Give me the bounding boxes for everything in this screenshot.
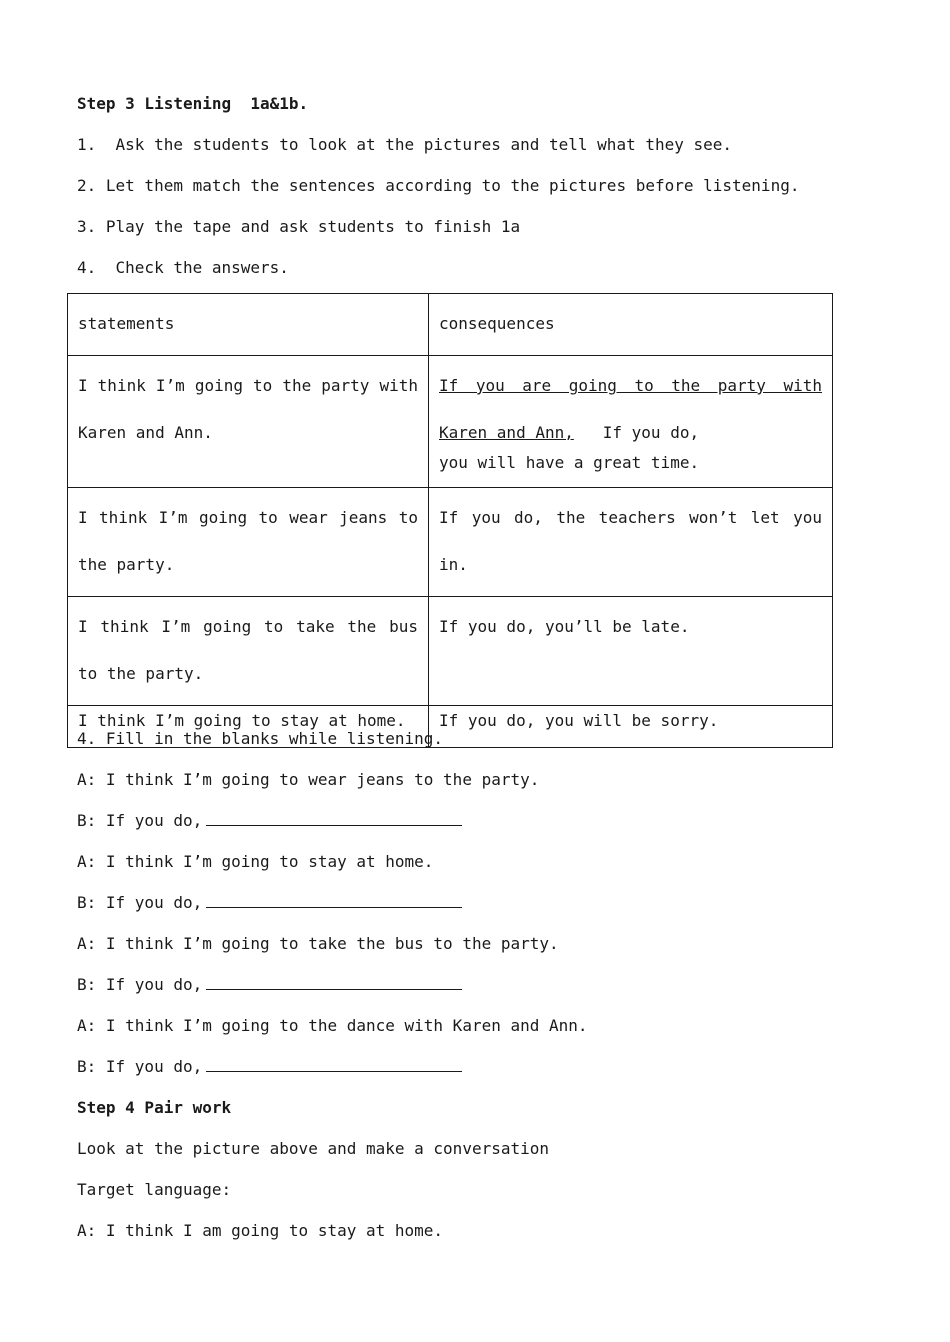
step4-line-1: Look at the picture above and make a conversation [77,1139,550,1158]
consequence-cell [429,356,833,488]
consequence-text: If you do, you will be sorry. [439,711,719,730]
statement-text: I think I’m going to stay at home. [78,711,406,730]
step3-item-1: 1. Ask the students to look at the pictures and tell what they see. [77,135,733,154]
answer-blank [206,1057,462,1072]
statement-cell [68,597,429,706]
consequence-cell [429,488,833,597]
statement-text: I think I’m going to the party with Karen and Ann. [78,376,418,442]
consequence-rest-2: you will have a great time. [439,453,700,472]
consequence-underlined: If you are going to the party with Karen and Ann, [439,376,822,442]
dialogue-line-b1: B: If you do, [77,811,462,831]
statement-text: I think I’m going to take the bus to the party. [78,617,418,683]
step4-line-2: Target language: [77,1180,232,1199]
table-row [68,597,833,706]
consequence-text: If you do, the teachers won’t let you in. [439,508,822,574]
consequence-text: If you do, you’ll be late. [439,617,690,636]
statement-text: I think I’m going to wear jeans to the party. [78,508,418,574]
dialogue-line-a4: A: I think I’m going to the dance with Karen and Ann. [77,1016,588,1035]
dialogue-line-b3: B: If you do, [77,975,462,995]
consequence-cell [429,597,833,706]
consequence-cell [429,706,833,748]
step3-item-3: 3. Play the tape and ask students to finish 1a [77,217,521,236]
dialogue-line-a1: A: I think I’m going to wear jeans to the party. [77,770,540,789]
dialogue-line-a3: A: I think I’m going to take the bus to the party. [77,934,559,953]
step3-item-2: 2. Let them match the sentences according to the pictures before listening. [77,176,800,195]
step4-line-3: A: I think I am going to stay at home. [77,1221,444,1240]
table-header-row [68,294,833,356]
statement-cell [68,488,429,597]
dialogue-line-b4: B: If you do, [77,1057,462,1077]
answer-blank [206,811,462,826]
header-statements: statements [68,294,429,356]
consequence-rest: If you do, [573,423,700,442]
statements-table [67,293,833,748]
dialogue-line-a2: A: I think I’m going to stay at home. [77,852,434,871]
step4-title: Step 4 Pair work [77,1098,232,1117]
step3-item-4: 4. Check the answers. [77,258,289,277]
step3-title: Step 3 Listening 1a&1b. [77,94,309,113]
fill-title: 4. Fill in the blanks while listening. [77,729,444,748]
answer-blank [206,893,462,908]
answer-blank [206,975,462,990]
dialogue-line-b2: B: If you do, [77,893,462,913]
consequence-text [439,362,822,456]
table-row [68,356,833,488]
header-consequences: consequences [429,294,833,356]
statement-cell [68,356,429,488]
table-row [68,488,833,597]
